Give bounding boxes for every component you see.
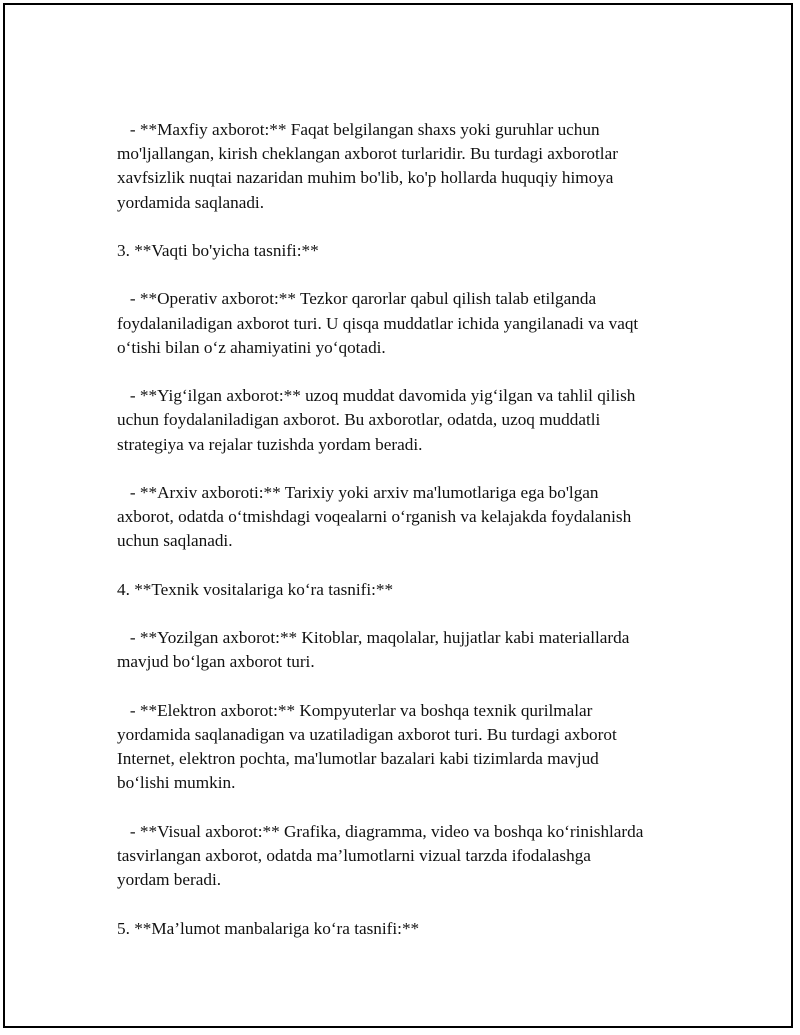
text-line: - **Yig‘ilgan axborot:** uzoq muddat davomida yig‘ilgan va tahlil qilish <box>117 386 636 406</box>
text-line: uchun saqlanadi. <box>117 531 233 551</box>
text-line: bo‘lishi mumkin. <box>117 773 236 793</box>
text-line: o‘tishi bilan o‘z ahamiyatini yo‘qotadi. <box>117 337 386 357</box>
section-heading: 4. **Texnik vositalariga ko‘ra tasnifi:** <box>117 579 394 599</box>
text-line: - **Elektron axborot:** Kompyuterlar va boshqa texnik qurilmalar <box>117 700 593 720</box>
bullet-yigilgan-axborot <box>117 384 697 457</box>
text-line: - **Operativ axborot:** Tezkor qarorlar qabul qilish talab etilganda <box>117 289 597 309</box>
heading-malumot-manbalariga <box>117 917 697 941</box>
bullet-visual-axborot <box>117 820 697 893</box>
text-line: yordam beradi. <box>117 870 222 890</box>
document-body <box>117 118 697 965</box>
text-line: mo'ljallangan, kirish cheklangan axborot turlaridir. Bu turdagi axborotlar <box>117 144 618 164</box>
text-line: uchun foydalaniladigan axborot. Bu axborotlar, odatda, uzoq muddatli <box>117 410 601 430</box>
bullet-operativ-axborot <box>117 287 697 360</box>
text-line: - **Maxfiy axborot:** Faqat belgilangan shaxs yoki guruhlar uchun <box>117 120 600 139</box>
text-line: - **Arxiv axboroti:** Tarixiy yoki arxiv ma'lumotlariga ega bo'lgan <box>117 482 599 502</box>
section-heading: 5. **Ma’lumot manbalariga ko‘ra tasnifi:** <box>117 918 420 938</box>
text-line: yordamida saqlanadi. <box>117 192 265 212</box>
bullet-arxiv-axboroti <box>117 481 697 554</box>
section-heading: 3. **Vaqti bo'yicha tasnifi:** <box>117 241 319 260</box>
text-line: mavjud bo‘lgan axborot turi. <box>117 652 315 672</box>
bullet-elektron-axborot <box>117 699 697 796</box>
heading-vaqti-boyicha <box>117 239 697 263</box>
heading-texnik-vositalariga <box>117 578 697 602</box>
text-line: tasvirlangan axborot, odatda ma’lumotlarni vizual tarzda ifodalashga <box>117 845 591 865</box>
text-line: - **Yozilgan axborot:** Kitoblar, maqolalar, hujjatlar kabi materiallarda <box>117 628 630 648</box>
text-line: axborot, odatda o‘tmishdagi voqealarni o‘rganish va kelajakda foydalanish <box>117 507 632 527</box>
text-line: yordamida saqlanadigan va uzatiladigan axborot turi. Bu turdagi axborot <box>117 724 617 744</box>
text-line: - **Visual axborot:** Grafika, diagramma, video va boshqa ko‘rinishlarda <box>117 821 644 841</box>
text-line: Internet, elektron pochta, ma'lumotlar bazalari kabi tizimlarda mavjud <box>117 749 599 769</box>
text-line: foydalaniladigan axborot turi. U qisqa muddatlar ichida yangilanadi va vaqt <box>117 313 639 333</box>
text-line: strategiya va rejalar tuzishda yordam beradi. <box>117 434 423 454</box>
bullet-maxfiy-axborot <box>117 118 697 215</box>
text-line: xavfsizlik nuqtai nazaridan muhim bo'lib, ko'p hollarda huquqiy himoya <box>117 168 614 188</box>
bullet-yozilgan-axborot <box>117 626 697 674</box>
